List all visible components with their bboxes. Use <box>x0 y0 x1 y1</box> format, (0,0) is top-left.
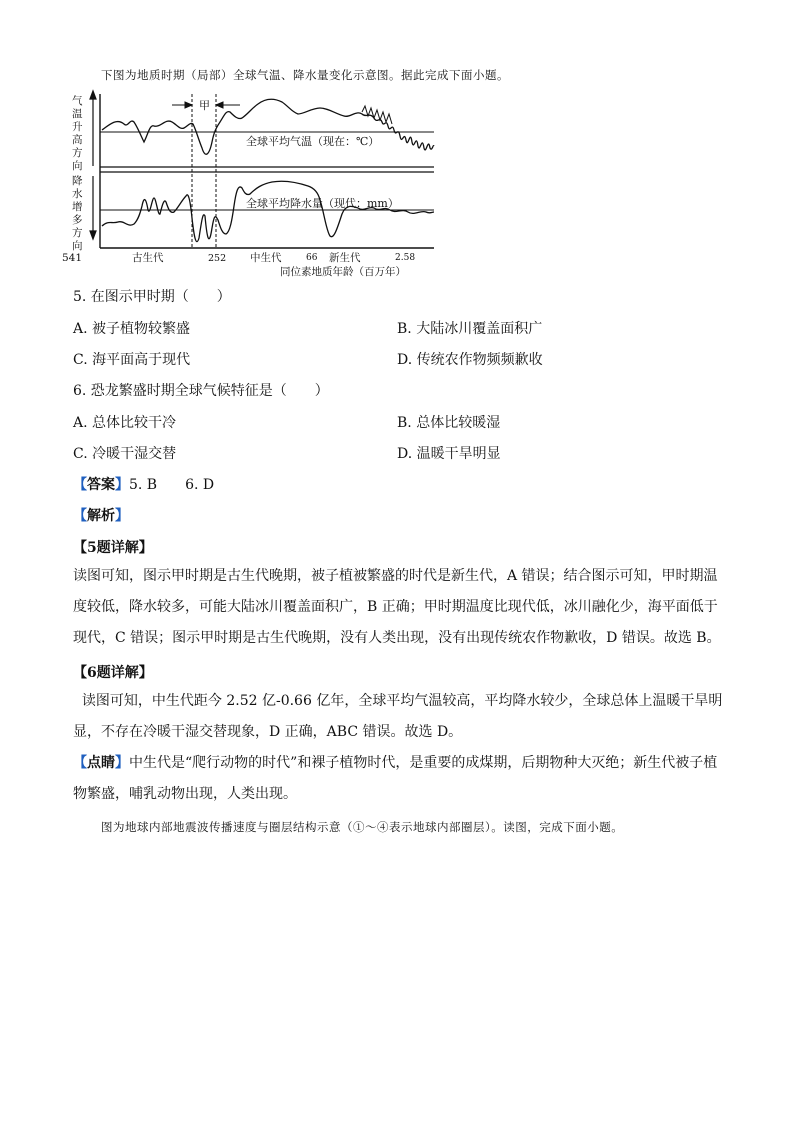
precip-line-label: 全球平均降水量（现代：mm） <box>246 197 399 210</box>
ylabel-precip-1: 水 <box>72 188 83 200</box>
tick-cenozoic: 新生代 <box>329 252 361 264</box>
detail-5-line: 读图可知，图示甲时期是古生代晚期，被子植被繁盛的时代是新生代，A 错误；结合图示可知，甲时期温 <box>73 568 718 584</box>
tick-2.58: 2.58 <box>395 253 416 263</box>
ylabel-temp-1: 温 <box>72 108 83 120</box>
ylabel-precip-5: 向 <box>72 240 83 252</box>
answer-tag: 【答案】 <box>73 477 129 493</box>
dianjing-tag: 【点睛】 <box>73 755 129 771</box>
ylabel-precip-0: 降 <box>72 175 83 187</box>
analysis-tag: 【解析】 <box>73 508 129 524</box>
temp-axis-arrow <box>90 91 96 99</box>
q6-option-c: C. 冷暖干湿交替 <box>73 446 177 462</box>
temp-line-label: 全球平均气温（现在：℃） <box>246 135 380 148</box>
detail-5-text <box>73 561 733 654</box>
detail-6-line: 显，不存在冷暖干湿交替现象，D 正确，ABC 错误。故选 D。 <box>73 724 463 740</box>
period-jia-label: 甲 <box>199 99 210 112</box>
dianjing-block <box>73 748 733 810</box>
detail-6-tag: 【6题详解】 <box>73 665 153 681</box>
detail-6-text <box>73 686 733 748</box>
ylabel-precip-4: 方 <box>72 227 83 239</box>
tick-252: 252 <box>208 253 227 264</box>
ylabel-temp-2: 升 <box>72 121 83 133</box>
q5-option-d: D. 传统农作物频频歉收 <box>397 352 543 368</box>
q5-option-b: B. 大陆冰川覆盖面积广 <box>397 321 543 337</box>
tick-mesozoic: 中生代 <box>250 252 282 264</box>
tick-541: 541 <box>62 252 83 264</box>
detail-5-tag: 【5题详解】 <box>73 540 153 556</box>
question-5-stem: 5. 在图示甲时期（ ） <box>73 289 231 305</box>
dianjing-line: 物繁盛，哺乳动物出现，人类出现。 <box>73 786 297 802</box>
jia-arrow-left <box>216 102 223 108</box>
ylabel-temp-5: 向 <box>72 160 83 172</box>
q5-option-a: A. 被子植物较繁盛 <box>73 321 191 337</box>
detail-5-line: 度较低，降水较多，可能大陆冰川覆盖面积广，B 正确；甲时期温度比现代低，冰川融化少，海平面低于 <box>73 599 718 615</box>
ylabel-precip-2: 增 <box>72 201 83 213</box>
answer-text: 5. B 6. D <box>129 477 215 493</box>
intro-text-2: 图为地球内部地震波传播速度与圈层结构示意（①～④表示地球内部圈层）。读图，完成下面小题。 <box>101 820 624 834</box>
dianjing-line: 中生代是“爬行动物的时代”和裸子植物时代，是重要的成煤期，后期物种大灭绝；新生代被子植 <box>129 755 718 771</box>
detail-5-line: 现代，C 错误；图示甲时期是古生代晚期，没有人类出现，没有出现传统农作物歉收，D 错误。故选 B。 <box>73 630 721 646</box>
precip-axis-arrow <box>90 231 96 239</box>
q6-option-a: A. 总体比较干冷 <box>73 415 177 431</box>
question-6-stem: 6. 恐龙繁盛时期全球气候特征是（ ） <box>73 383 329 399</box>
x-axis-label: 同位素地质年龄（百万年） <box>280 266 406 278</box>
detail-6-line: 读图可知，中生代距今 2.52 亿-0.66 亿年，全球平均气温较高，平均降水较少，全球总体上温暖干旱明 <box>73 693 723 709</box>
tick-66: 66 <box>306 253 318 263</box>
jia-arrow-right <box>185 102 192 108</box>
q6-option-d: D. 温暖干旱明显 <box>397 446 501 462</box>
ylabel-temp-0: 气 <box>72 95 83 107</box>
ylabel-temp-4: 方 <box>72 147 83 159</box>
q5-option-c: C. 海平面高于现代 <box>73 352 191 368</box>
ylabel-temp-3: 高 <box>72 134 83 146</box>
answer-block <box>73 474 214 494</box>
tick-paleozoic: 古生代 <box>132 252 164 264</box>
precipitation-curve <box>102 181 434 241</box>
intro-text: 下图为地质时期（局部）全球气温、降水量变化示意图。据此完成下面小题。 <box>101 68 509 82</box>
climate-figure <box>62 88 442 280</box>
ylabel-precip-3: 多 <box>72 214 83 226</box>
q6-option-b: B. 总体比较暖湿 <box>397 415 501 431</box>
